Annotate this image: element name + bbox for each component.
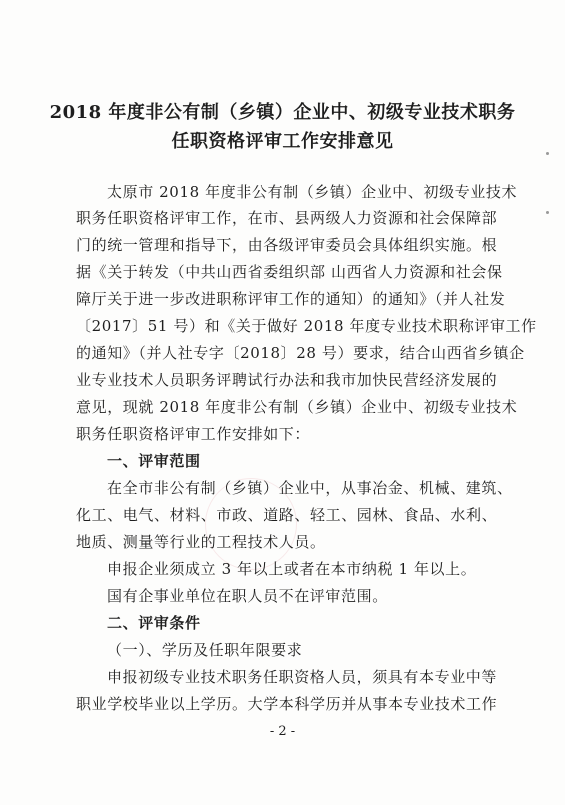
intro-line: 太原市 2018 年度非公有制（乡镇）企业中、初级专业技术 [107, 183, 518, 201]
scope-requirement: 申报企业须成立 3 年以上或者在本市纳税 1 年以上。 [107, 560, 477, 578]
conditions-line: 职业学校毕业以上学历。大学本科学历并从事本专业技术工作 [76, 695, 498, 713]
margin-dot [546, 211, 549, 214]
scope-line: 化工、电气、材料、市政、道路、轻工、园林、食品、水利、 [76, 506, 498, 524]
page-number: - 2 - [269, 724, 296, 739]
margin-dot [546, 152, 549, 155]
intro-line: 职务任职资格评审工作安排如下： [76, 425, 311, 443]
conditions-line: 申报初级专业技术职务任职资格人员，须具有本专业中等 [107, 668, 498, 686]
intro-line: 意见，现就 2018 年度非公有制（乡镇）企业中、初级专业技术 [76, 398, 518, 416]
intro-line: 〔2017〕51 号）和《关于做好 2018 年度专业技术职称评审工作 [76, 317, 537, 335]
scope-line: 地质、测量等行业的工程技术人员。 [76, 533, 326, 551]
intro-line: 业专业技术人员职务评聘试行办法和我市加快民营经济发展的 [76, 371, 498, 389]
intro-line: 门的统一管理和指导下，由各级评审委员会具体组织实施。根 [76, 236, 498, 254]
scope-exclusion: 国有企事业单位在职人员不在评审范围。 [107, 587, 388, 605]
section-heading-scope: 一、评审范围 [107, 452, 201, 470]
scope-line: 在全市非公有制（乡镇）企业中，从事冶金、机械、建筑、 [107, 479, 513, 497]
intro-line: 据《关于转发（中共山西省委组织部 山西省人力资源和社会保 [76, 263, 503, 281]
document-title-line-2: 任职资格评审工作安排意见 [171, 131, 394, 152]
intro-line: 障厅关于进一步改进职称评审工作的通知）的通知》（并人社发 [76, 290, 506, 308]
intro-line: 的通知》（并人社专字〔2018〕28 号）要求，结合山西省乡镇企 [76, 344, 525, 362]
section-heading-conditions: 二、评审条件 [107, 614, 201, 632]
intro-line: 职务任职资格评审工作，在市、县两级人力资源和社会保障部 [76, 209, 498, 227]
document-title-line-1: 2018 年度非公有制（乡镇）企业中、初级专业技术职务 [49, 102, 516, 123]
subsection-heading: （一）、学历及任职年限要求 [107, 641, 303, 659]
